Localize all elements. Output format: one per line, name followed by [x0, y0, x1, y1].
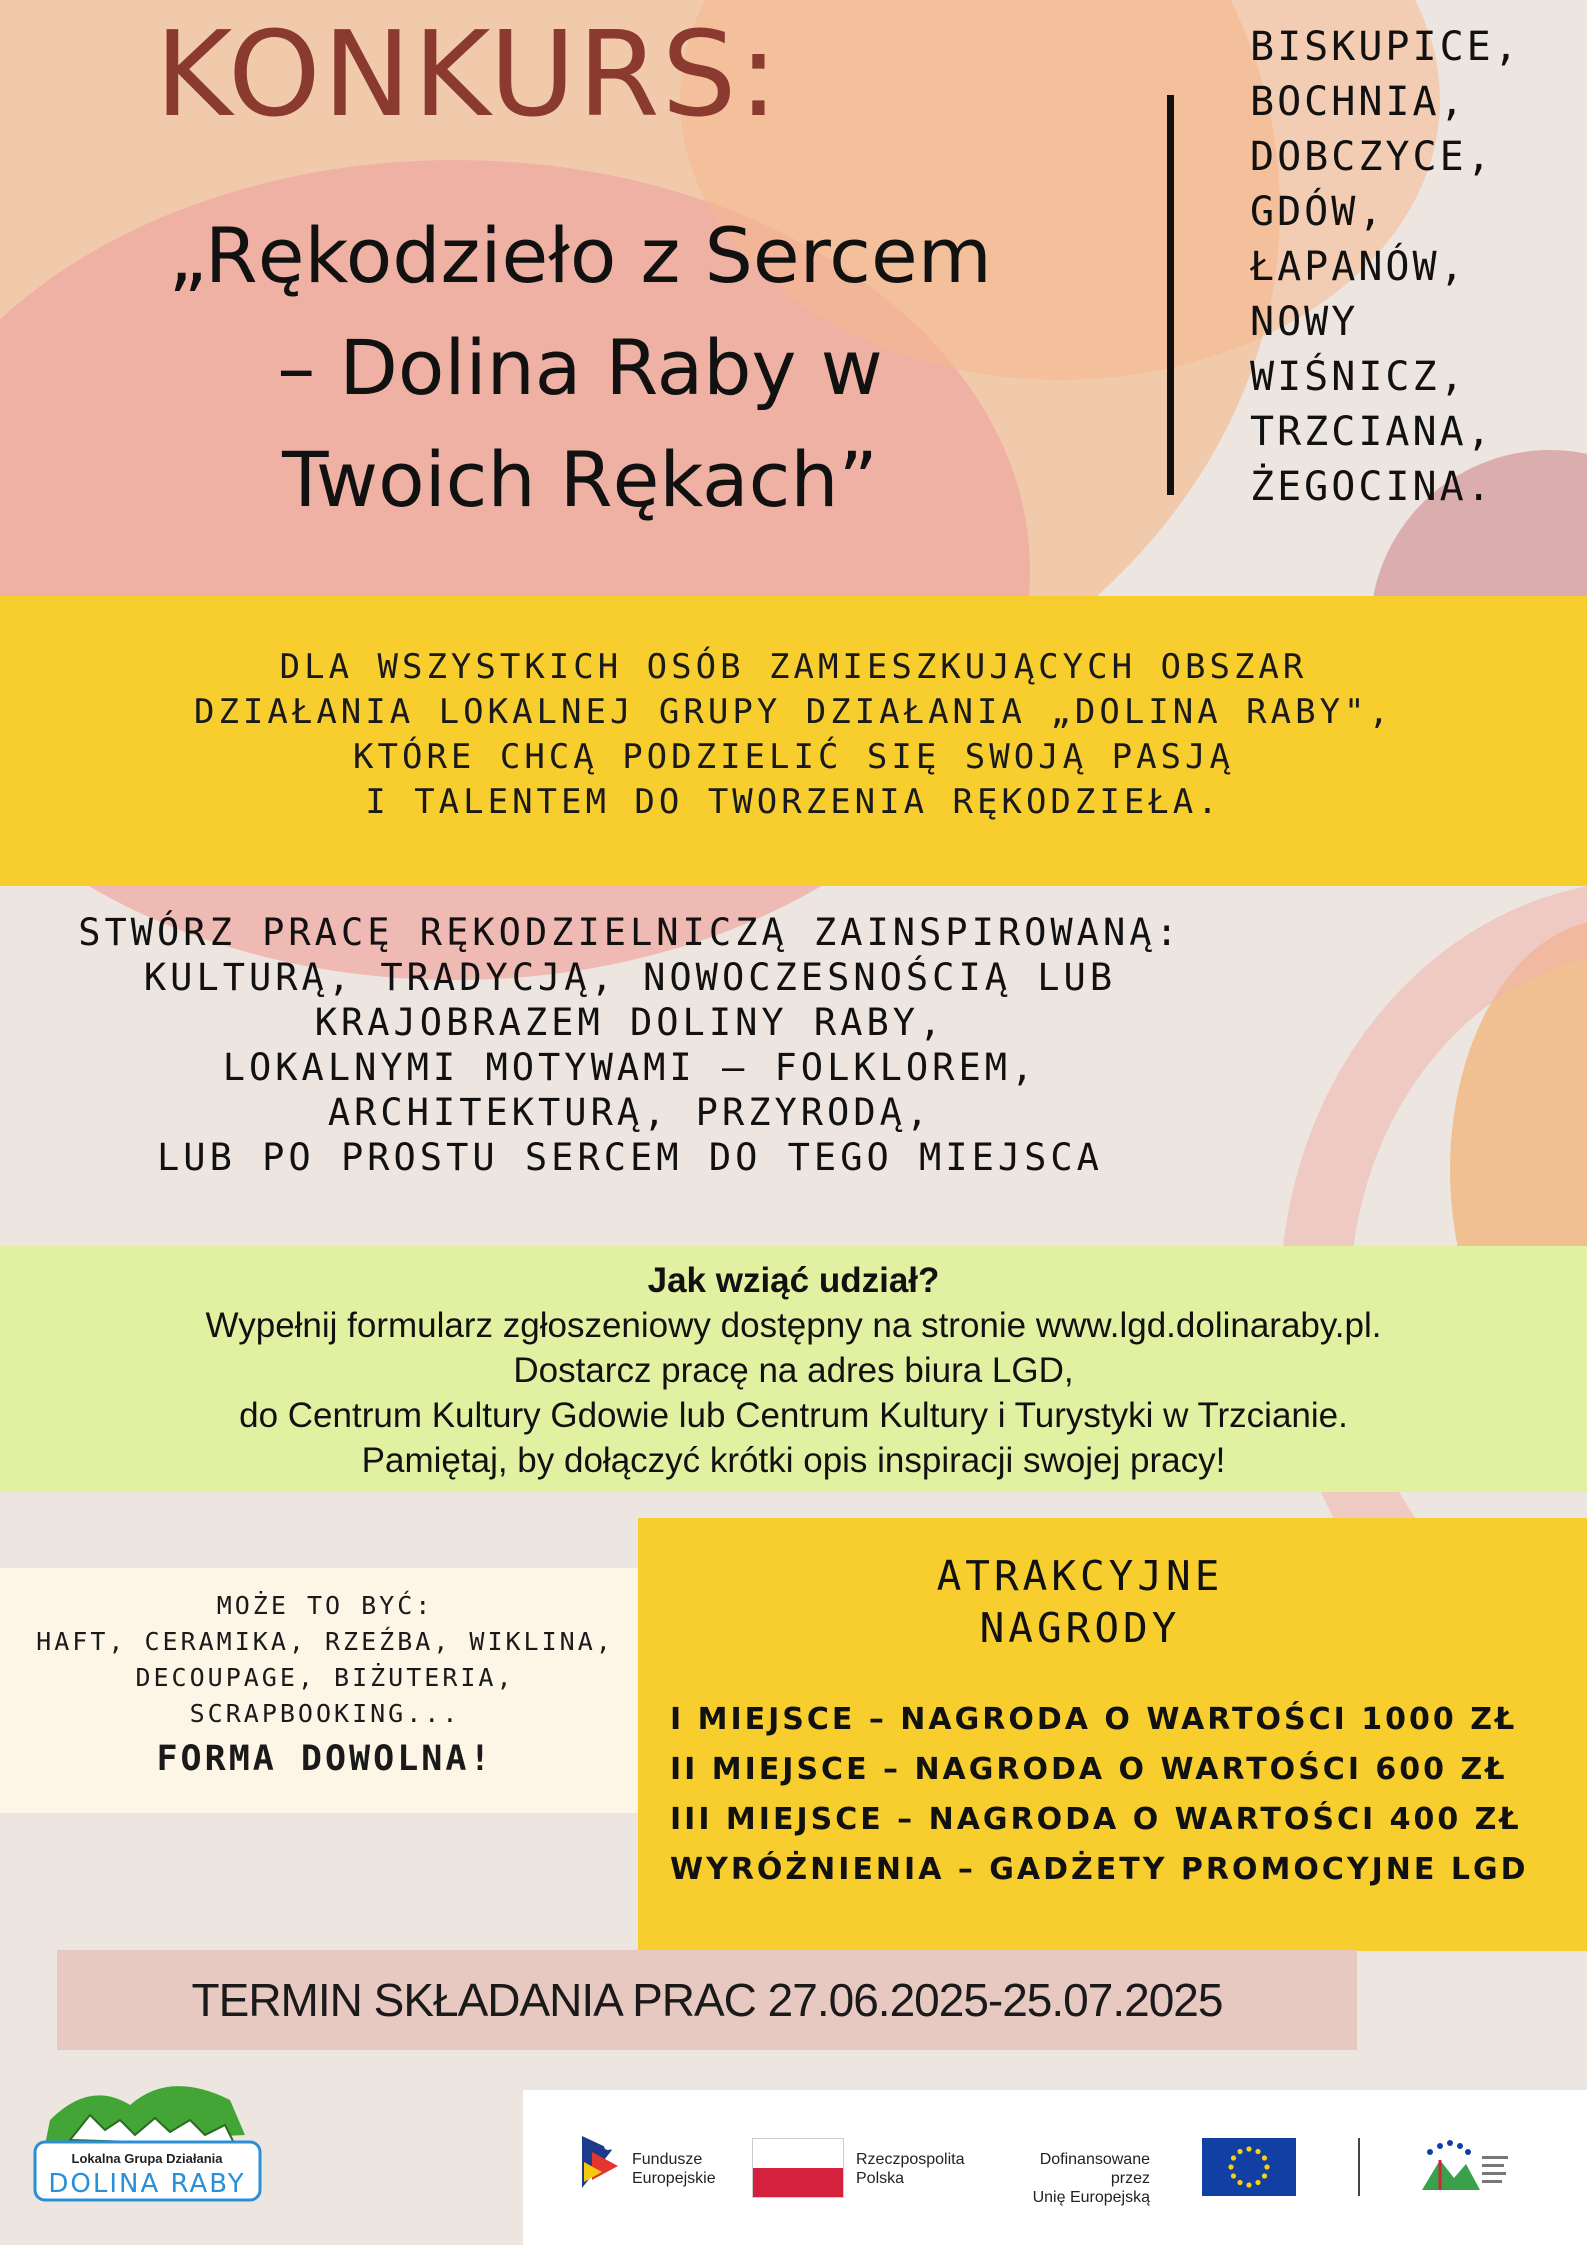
- prize-item: I MIEJSCE – NAGRODA O WARTOŚCI 1000 ZŁ: [670, 1702, 1518, 1737]
- rzeczpospolita-label: [856, 2150, 965, 2188]
- prizes-title: [870, 1550, 1290, 1654]
- audience-line: DLA WSZYSTKICH OSÓB ZAMIESZKUJĄCYCH OBSZAR: [279, 647, 1308, 687]
- create-instructions: [40, 910, 1220, 1180]
- prizes-list: [670, 1695, 1570, 1895]
- rzeczpospolita-label-line: Polska: [856, 2170, 905, 2187]
- participation-text: [0, 1258, 1587, 1483]
- divider-vertical: [1167, 95, 1174, 495]
- fundusze-europejskie-label: [632, 2150, 716, 2188]
- prize-item: II MIEJSCE – NAGRODA O WARTOŚCI 600 ZŁ: [670, 1752, 1508, 1787]
- contest-name-line: – Dolina Raby w: [277, 323, 883, 412]
- towns-list: [1250, 20, 1570, 515]
- participation-line: Dostarcz pracę na adres biura LGD,: [513, 1351, 1074, 1390]
- town-item: ŻEGOCINA.: [1250, 464, 1494, 510]
- forms-emphasis: FORMA DOWOLNA!: [156, 1739, 494, 1779]
- audience-text: [0, 645, 1587, 825]
- town-item: ŁAPANÓW,: [1250, 244, 1467, 290]
- lgd-dolina-raby-logo: [30, 2060, 270, 2210]
- town-item: WIŚNICZ,: [1250, 354, 1467, 400]
- participation-line: Pamiętaj, by dołączyć krótki opis inspiracji swojej pracy!: [361, 1441, 1226, 1480]
- forms-line: HAFT, CERAMIKA, RZEŹBA, WIKLINA,: [36, 1627, 614, 1656]
- rzeczpospolita-label-line: Rzeczpospolita: [856, 2151, 965, 2168]
- prize-item: III MIEJSCE – NAGRODA O WARTOŚCI 400 ZŁ: [670, 1802, 1522, 1837]
- prizes-title-line: ATRAKCYJNE: [936, 1552, 1224, 1600]
- town-item: BOCHNIA,: [1250, 79, 1467, 125]
- logos-divider: [1358, 2138, 1360, 2196]
- participation-line: Wypełnij formularz zgłoszeniowy dostępny na stronie www.lgd.dolinaraby.pl.: [205, 1306, 1382, 1345]
- eu-label-line: Unię Europejską: [1032, 2189, 1150, 2206]
- create-line: LUB PO PROSTU SERCEM DO TEGO MIEJSCA: [157, 1136, 1103, 1179]
- town-item: BISKUPICE,: [1250, 24, 1521, 70]
- ps-wpr-logo-icon: [1410, 2138, 1510, 2198]
- contest-name-line: „Rękodzieło z Sercem: [168, 211, 992, 300]
- fundusze-label-line: Fundusze: [632, 2151, 703, 2168]
- lgd-logo-big-text: DOLINA RABY: [48, 2169, 246, 2199]
- forms-line: MOŻE TO BYĆ:: [216, 1591, 434, 1620]
- polish-flag-icon: [752, 2138, 844, 2198]
- contest-name-line: Twoich Rękach”: [282, 435, 878, 524]
- create-line: KRAJOBRAZEM DOLINY RABY,: [314, 1001, 946, 1044]
- town-item: DOBCZYCE,: [1250, 134, 1494, 180]
- create-line: STWÓRZ PRACĘ RĘKODZIELNICZĄ ZAINSPIROWANĄ:: [78, 911, 1182, 954]
- audience-line: I TALENTEM DO TWORZENIA RĘKODZIEŁA.: [365, 782, 1222, 822]
- eu-cofunding-label: [1008, 2150, 1150, 2207]
- town-item: GDÓW,: [1250, 189, 1386, 235]
- eu-flag-icon: [1202, 2138, 1296, 2196]
- deadline-text: TERMIN SKŁADANIA PRAC 27.06.2025-25.07.2025: [191, 1974, 1223, 2026]
- audience-line: DZIAŁANIA LOKALNEJ GRUPY DZIAŁANIA „DOLINA RABY",: [193, 692, 1394, 732]
- prize-item: WYRÓŻNIENIA – GADŻETY PROMOCYJNE LGD: [670, 1852, 1529, 1887]
- create-line: LOKALNYMI MOTYWAMI – FOLKLOREM,: [222, 1046, 1038, 1089]
- forms-line: DECOUPAGE, BIŻUTERIA,: [135, 1663, 515, 1692]
- create-line: ARCHITEKTURĄ, PRZYRODĄ,: [327, 1091, 933, 1134]
- fundusze-europejskie-icon: [578, 2132, 622, 2192]
- eu-label-line: Dofinansowane przez: [1039, 2151, 1150, 2187]
- audience-line: KTÓRE CHCĄ PODZIELIĆ SIĘ SWOJĄ PASJĄ: [353, 737, 1234, 777]
- contest-name: [40, 200, 1120, 536]
- lgd-logo-small-text: Lokalna Grupa Działania: [71, 2151, 223, 2166]
- forms-line: SCRAPBOOKING...: [189, 1699, 461, 1728]
- town-item: NOWY: [1250, 299, 1359, 345]
- participation-line: do Centrum Kultury Gdowie lub Centrum Kultury i Turystyki w Trzcianie.: [239, 1396, 1348, 1435]
- create-line: KULTURĄ, TRADYCJĄ, NOWOCZESNOŚCIĄ LUB: [143, 956, 1117, 999]
- prizes-title-line: NAGRODY: [979, 1604, 1181, 1652]
- page-title: KONKURS:: [155, 5, 781, 143]
- participation-heading: Jak wziąć udział?: [647, 1261, 940, 1300]
- forms-text: [10, 1588, 640, 1786]
- fundusze-label-line: Europejskie: [632, 2170, 716, 2187]
- town-item: TRZCIANA,: [1250, 409, 1494, 455]
